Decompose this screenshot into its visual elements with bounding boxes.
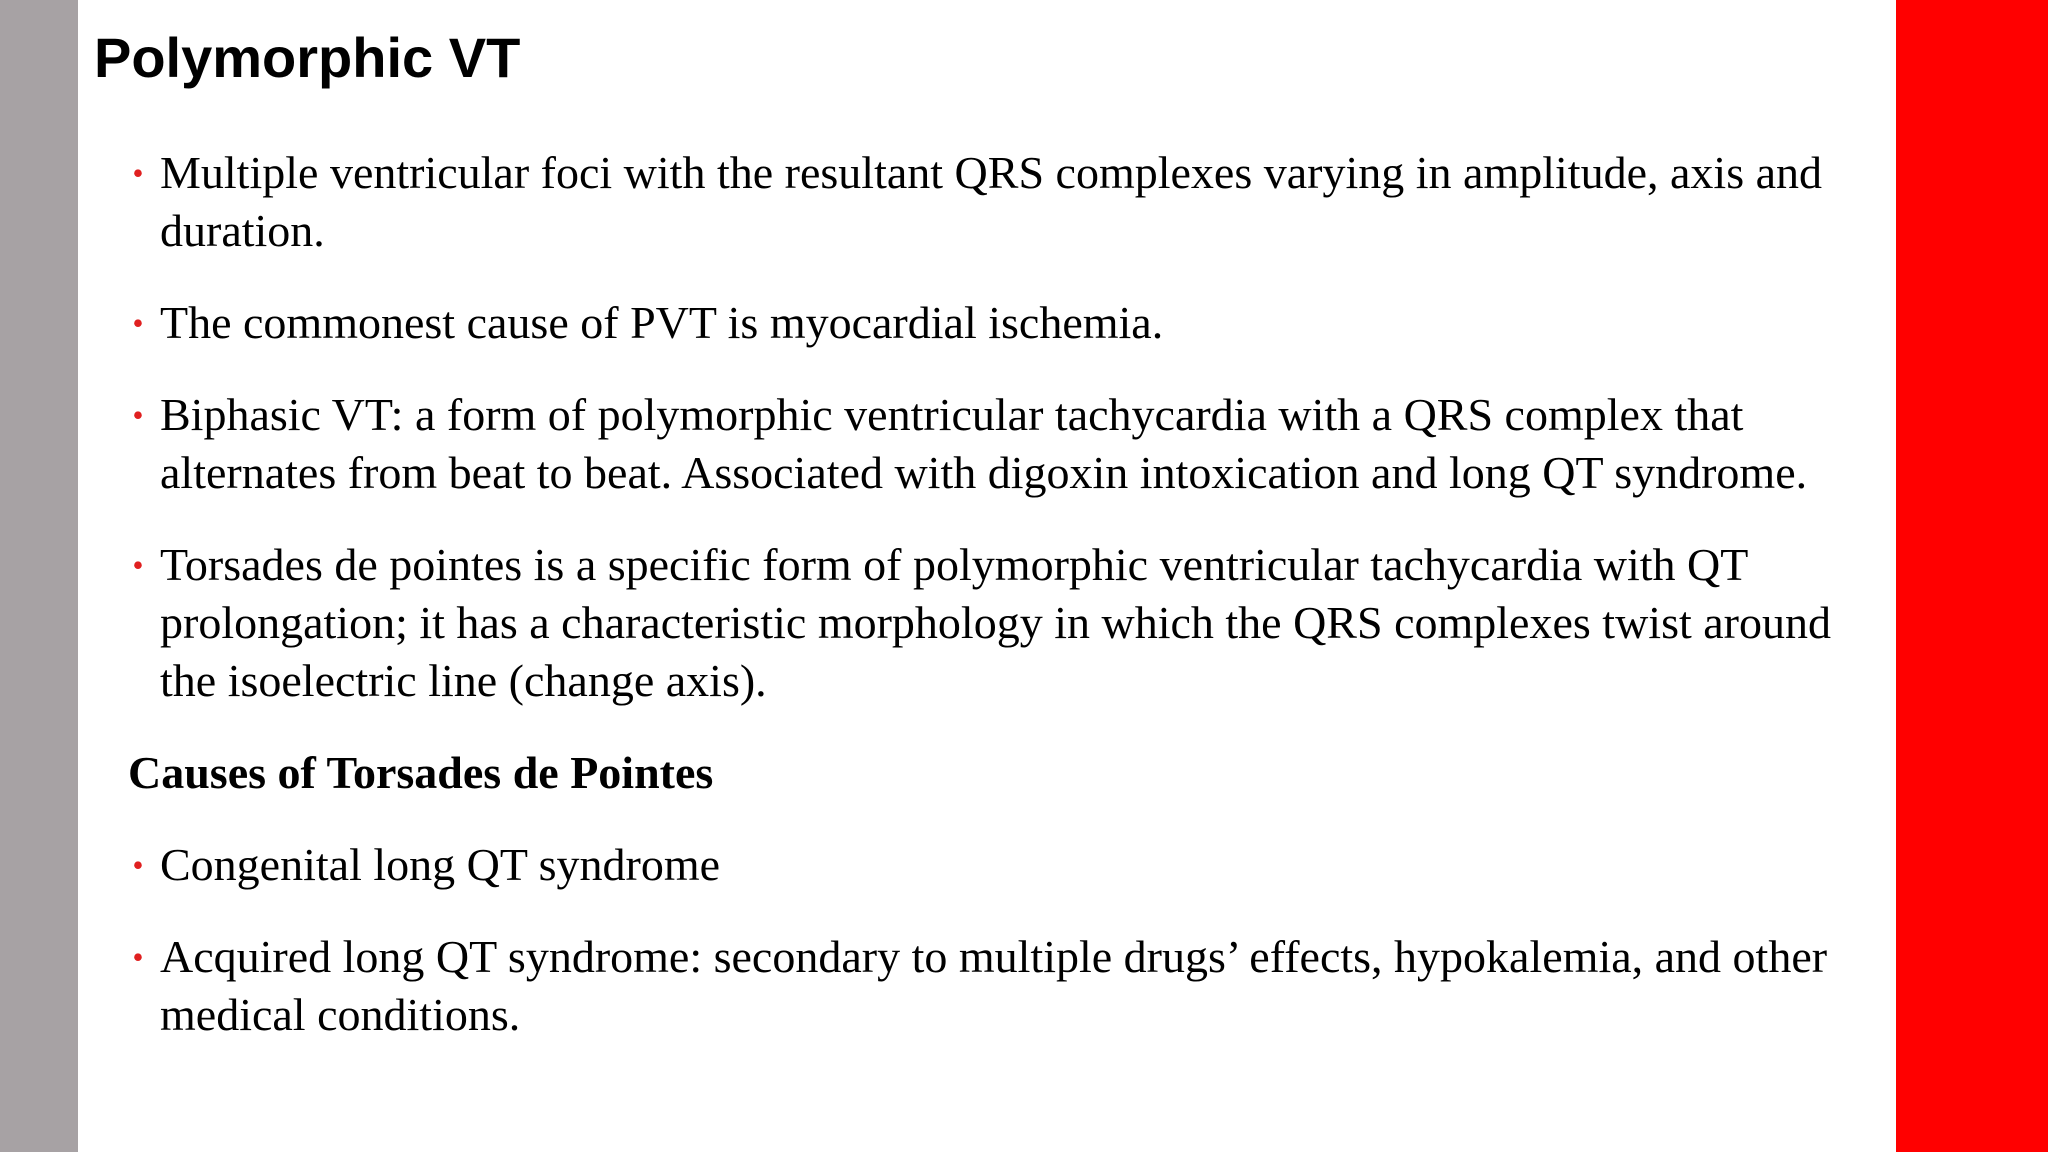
bullet-marker-icon: • xyxy=(132,547,144,583)
bullet-item xyxy=(128,928,1868,1044)
bullet-marker-icon: • xyxy=(132,155,144,191)
section-subheading: Causes of Torsades de Pointes xyxy=(128,747,714,798)
causes-bullet-list xyxy=(128,836,1868,1044)
bullet-item xyxy=(128,294,1868,352)
right-accent-bar xyxy=(1896,0,2048,1152)
bullet-item xyxy=(128,536,1868,710)
bullet-text: The commonest cause of PVT is myocardial ischemia. xyxy=(160,297,1164,348)
bullet-item xyxy=(128,836,1868,894)
bullet-text: Biphasic VT: a form of polymorphic ventricular tachycardia with a QRS complex that alternates from beat to beat. Associated with digoxin intoxication and long QT syndrome. xyxy=(160,389,1808,498)
bullet-item xyxy=(128,386,1868,502)
bullet-marker-icon: • xyxy=(132,397,144,433)
bullet-text: Multiple ventricular foci with the resultant QRS complexes varying in amplitude, axis and duration. xyxy=(160,147,1823,256)
slide-title: Polymorphic VT xyxy=(94,26,521,89)
slide-content xyxy=(128,144,1868,1078)
bullet-item xyxy=(128,144,1868,260)
left-accent-bar xyxy=(0,0,78,1152)
bullet-marker-icon: • xyxy=(132,939,144,975)
bullet-marker-icon: • xyxy=(132,305,144,341)
bullet-text: Acquired long QT syndrome: secondary to multiple drugs’ effects, hypokalemia, and other medical conditions. xyxy=(160,931,1828,1040)
bullet-text: Torsades de pointes is a specific form of polymorphic ventricular tachycardia with QT prolongation; it has a characteristic morphology in which the QRS complexes twist around the isoelectric line (change axis). xyxy=(160,539,1831,706)
bullet-list xyxy=(128,144,1868,710)
bullet-marker-icon: • xyxy=(132,847,144,883)
bullet-text: Congenital long QT syndrome xyxy=(160,839,721,890)
